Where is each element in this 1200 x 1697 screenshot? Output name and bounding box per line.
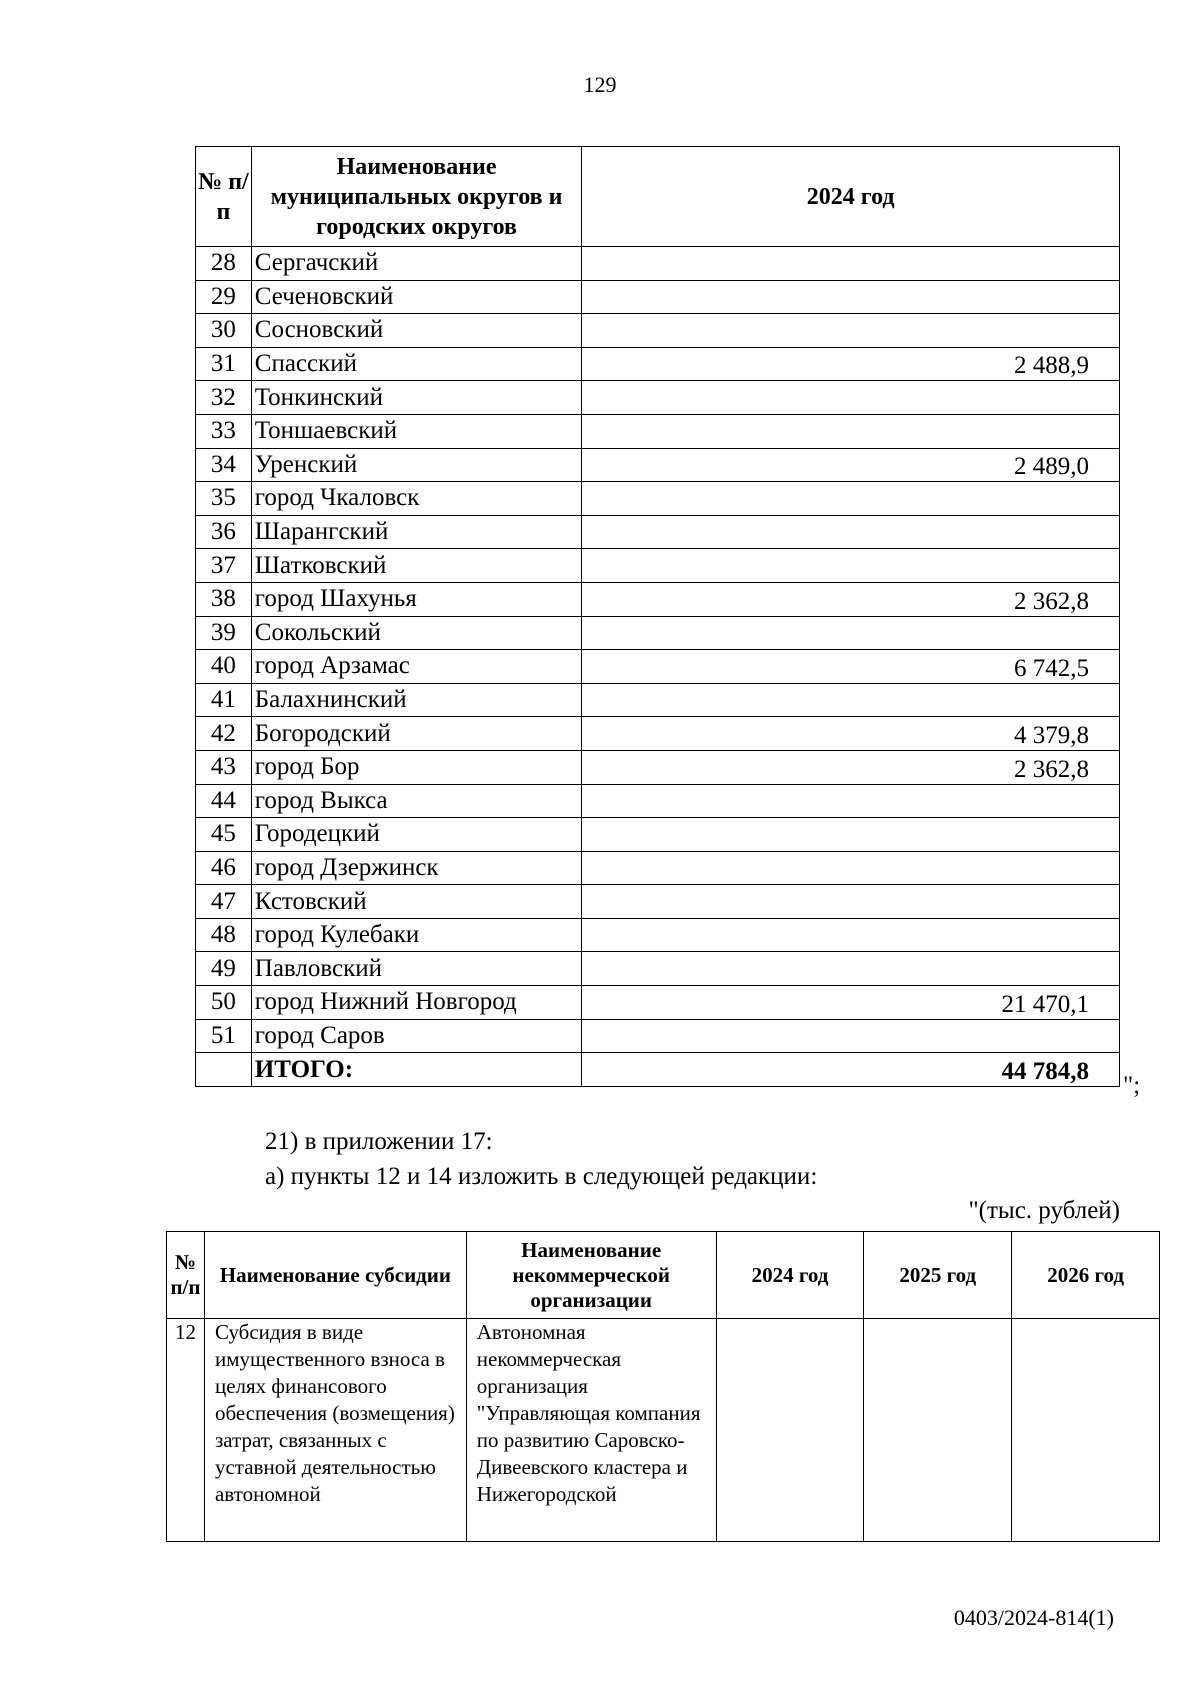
header-num: № п/п [167, 1232, 205, 1319]
units-label: "(тыс. рублей) [968, 1197, 1120, 1224]
table-row [196, 347, 1120, 381]
row-num: 40 [196, 650, 252, 684]
table-row [196, 650, 1120, 684]
row-num: 43 [196, 750, 252, 784]
row-value [582, 683, 1120, 717]
table-row [196, 918, 1120, 952]
table-row [196, 549, 1120, 583]
header-2026: 2026 год [1012, 1232, 1160, 1319]
total-value: 44 784,8 [582, 1053, 1120, 1087]
paragraph-item-21: 21) в приложении 17: [265, 1128, 493, 1155]
header-organization: Наименование некоммерческой организации [466, 1232, 716, 1319]
table-row [196, 582, 1120, 616]
row-value [582, 885, 1120, 919]
row-value [582, 414, 1120, 448]
table-row [196, 616, 1120, 650]
header-name: Наименование муниципальных округов и городских округов [251, 147, 582, 247]
row-name: Уренский [251, 448, 582, 482]
table-row [196, 414, 1120, 448]
value-2024 [716, 1319, 864, 1542]
table-row [196, 247, 1120, 281]
row-name: Кстовский [251, 885, 582, 919]
row-value [582, 818, 1120, 852]
subsidy-name: Субсидия в виде имущественного взноса в целях финансового обеспечения (возмещения) затрат, связанных с уставной деятельностью автономной [204, 1319, 466, 1542]
table-row [196, 280, 1120, 314]
row-name: Спасский [251, 347, 582, 381]
row-value [582, 247, 1120, 281]
row-num: 45 [196, 818, 252, 852]
table-row [196, 750, 1120, 784]
table-row [196, 683, 1120, 717]
row-value: 21 470,1 [582, 986, 1120, 1020]
organization-name: Автономная некоммерческая организация "Управляющая компания по развитию Саровско-Дивеевского кластера и Нижегородской [466, 1319, 716, 1542]
row-value: 4 379,8 [582, 717, 1120, 751]
row-name: город Бор [251, 750, 582, 784]
row-value: 2 362,8 [582, 750, 1120, 784]
row-value: 2 489,0 [582, 448, 1120, 482]
table-row [196, 784, 1120, 818]
table-row [196, 818, 1120, 852]
row-value [582, 952, 1120, 986]
row-num: 12 [167, 1319, 205, 1542]
row-num: 28 [196, 247, 252, 281]
table-row [196, 717, 1120, 751]
subsidies-table [166, 1231, 1160, 1542]
row-value [582, 280, 1120, 314]
row-value [582, 549, 1120, 583]
header-2025: 2025 год [864, 1232, 1012, 1319]
row-num: 37 [196, 549, 252, 583]
row-name: Сергачский [251, 247, 582, 281]
row-value: 2 488,9 [582, 347, 1120, 381]
row-value [582, 918, 1120, 952]
row-num: 32 [196, 381, 252, 415]
row-num: 29 [196, 280, 252, 314]
page-number: 129 [583, 72, 617, 97]
table-row [196, 885, 1120, 919]
row-num: 31 [196, 347, 252, 381]
row-name: Павловский [251, 952, 582, 986]
table-row [196, 515, 1120, 549]
row-num: 38 [196, 582, 252, 616]
districts-table [195, 146, 1120, 1087]
row-num: 51 [196, 1019, 252, 1053]
row-num: 35 [196, 482, 252, 516]
row-num: 42 [196, 717, 252, 751]
row-num: 46 [196, 851, 252, 885]
row-num: 48 [196, 918, 252, 952]
row-value [582, 515, 1120, 549]
row-num: 33 [196, 414, 252, 448]
row-num: 39 [196, 616, 252, 650]
table-row [196, 381, 1120, 415]
row-num: 30 [196, 314, 252, 348]
row-name: город Арзамас [251, 650, 582, 684]
table-header-row [167, 1232, 1160, 1319]
row-num: 50 [196, 986, 252, 1020]
row-name: город Шахунья [251, 582, 582, 616]
row-name: город Кулебаки [251, 918, 582, 952]
row-name: город Саров [251, 1019, 582, 1053]
row-value [582, 314, 1120, 348]
total-label: ИТОГО: [251, 1053, 582, 1087]
row-value: 2 362,8 [582, 582, 1120, 616]
row-name: город Дзержинск [251, 851, 582, 885]
row-num: 36 [196, 515, 252, 549]
table-row [196, 314, 1120, 348]
header-subsidy: Наименование субсидии [204, 1232, 466, 1319]
row-name: Сокольский [251, 616, 582, 650]
value-2026 [1012, 1319, 1160, 1542]
table-row [196, 851, 1120, 885]
table-header-row [196, 147, 1120, 247]
row-value: 6 742,5 [582, 650, 1120, 684]
table-row [167, 1319, 1160, 1542]
row-name: город Выкса [251, 784, 582, 818]
table-row [196, 1019, 1120, 1053]
row-name: город Нижний Новгород [251, 986, 582, 1020]
row-name: Богородский [251, 717, 582, 751]
document-number: 0403/2024-814(1) [953, 1605, 1114, 1630]
table-row [196, 986, 1120, 1020]
row-name: Тонкинский [251, 381, 582, 415]
row-name: Сеченовский [251, 280, 582, 314]
row-num: 34 [196, 448, 252, 482]
header-num: № п/п [196, 147, 252, 247]
row-value [582, 482, 1120, 516]
row-name: город Чкаловск [251, 482, 582, 516]
row-name: Тоншаевский [251, 414, 582, 448]
table-row [196, 952, 1120, 986]
row-value [582, 616, 1120, 650]
header-year: 2024 год [582, 147, 1120, 247]
row-value [582, 1019, 1120, 1053]
row-name: Шарангский [251, 515, 582, 549]
table-row [196, 482, 1120, 516]
row-num: 44 [196, 784, 252, 818]
paragraph-subitem-a: а) пункты 12 и 14 изложить в следующей редакции: [265, 1163, 818, 1190]
row-name: Сосновский [251, 314, 582, 348]
row-value [582, 784, 1120, 818]
value-2025 [864, 1319, 1012, 1542]
header-2024: 2024 год [716, 1232, 864, 1319]
row-name: Городецкий [251, 818, 582, 852]
row-value [582, 851, 1120, 885]
total-row [196, 1053, 1120, 1087]
row-num: 41 [196, 683, 252, 717]
row-num: 49 [196, 952, 252, 986]
table-row [196, 448, 1120, 482]
row-value [582, 381, 1120, 415]
row-name: Балахнинский [251, 683, 582, 717]
row-name: Шатковский [251, 549, 582, 583]
row-num: 47 [196, 885, 252, 919]
total-num [196, 1053, 252, 1087]
closing-quote: "; [1123, 1072, 1141, 1099]
